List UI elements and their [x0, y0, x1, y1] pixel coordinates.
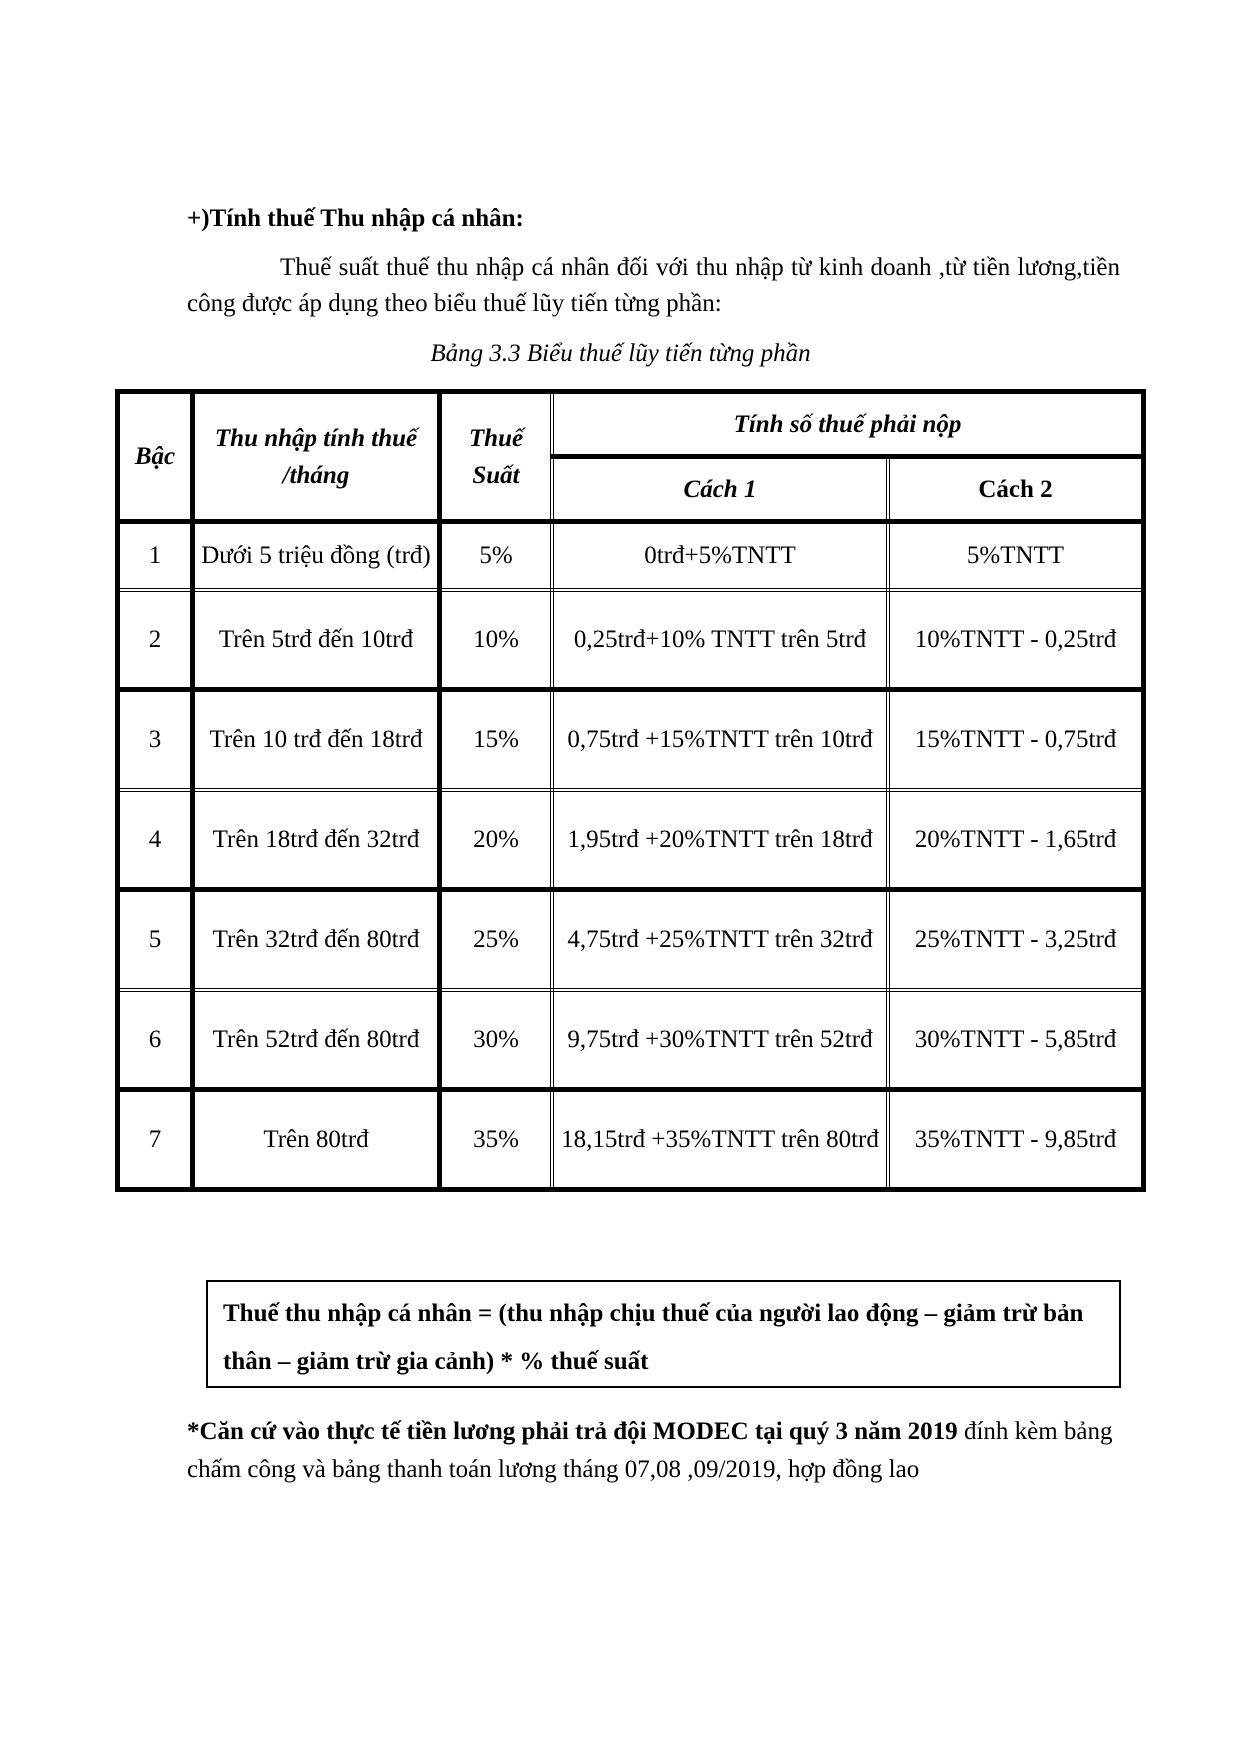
header-income: Thu nhập tính thuế /tháng: [193, 392, 440, 522]
cell-method2: 20%TNTT - 1,65trđ: [888, 790, 1144, 890]
cell-income: Dưới 5 triệu đồng (trđ): [193, 522, 440, 590]
cell-income: Trên 52trđ đến 80trđ: [193, 990, 440, 1090]
cell-rate: 5%: [440, 522, 553, 590]
table-row: [118, 590, 1144, 690]
cell-method2: 35%TNTT - 9,85trđ: [914, 1126, 1117, 1153]
cell-method2: 30%TNTT - 5,85trđ: [888, 990, 1144, 1090]
header-method2: Cách 2: [888, 457, 1144, 522]
cell-income: Trên 18trđ đến 32trđ: [193, 790, 440, 890]
header-level: Bậc: [118, 392, 193, 522]
cell-rate: 25%: [440, 890, 553, 990]
table-row: [118, 1090, 1144, 1190]
cell-income: Trên 32trđ đến 80trđ: [193, 890, 440, 990]
header-method1: Cách 1: [552, 457, 888, 522]
section-heading: +)Tính thuế Thu nhập cá nhân:: [187, 205, 524, 232]
cell-method1: 0trđ+5%TNTT: [552, 522, 888, 590]
cell-level: 1: [118, 522, 193, 590]
cell-level: 4: [118, 790, 193, 890]
cell-method2: 5%TNTT: [888, 522, 1144, 590]
table-row: [118, 990, 1144, 1090]
tax-rate-table: [115, 389, 1146, 1192]
cell-method1: 1,95trđ +20%TNTT trên 18trđ: [552, 790, 888, 890]
cell-income: Trên 80trđ: [193, 1090, 440, 1190]
closing-bold-text: *Căn cứ vào thực tế tiền lương phải trả đội MODEC tại quý 3 năm 2019: [187, 1418, 958, 1445]
cell-level: 2: [118, 590, 193, 690]
cell-method1: 9,75trđ +30%TNTT trên 52trđ: [552, 990, 888, 1090]
intro-paragraph: Thuế suất thuế thu nhập cá nhân đối với thu nhập từ kinh doanh ,từ tiền lương,tiền công được áp dụng theo biểu thuế lũy tiến từng phần:: [187, 254, 1120, 317]
cell-level: 6: [118, 990, 193, 1090]
cell-rate: 20%: [440, 790, 553, 890]
table-row: [118, 690, 1144, 790]
formula-box: Thuế thu nhập cá nhân = (thu nhập chịu thuế của người lao động – giảm trừ bản thân – giảm trừ gia cảnh) * % thuế suất: [206, 1280, 1121, 1388]
cell-method2: 10%TNTT - 0,25trđ: [888, 590, 1144, 690]
cell-income: Trên 5trđ đến 10trđ: [193, 590, 440, 690]
cell-method2: 25%TNTT - 3,25trđ: [888, 890, 1144, 990]
cell-rate: 10%: [440, 590, 553, 690]
closing-text: đính kèm bảng chấm công và bảng thanh toán lương tháng 07,08 ,09/2019, hợp đồng lao: [187, 1418, 1113, 1483]
cell-method2: 15%TNTT - 0,75trđ: [888, 690, 1144, 790]
cell-method1: 0,25trđ+10% TNTT trên 5trđ: [552, 590, 888, 690]
cell-level: 7: [118, 1090, 193, 1190]
table-row: [118, 790, 1144, 890]
cell-rate: 30%: [440, 990, 553, 1090]
cell-method1: 0,75trđ +15%TNTT trên 10trđ: [552, 690, 888, 790]
cell-method1: 4,75trđ +25%TNTT trên 32trđ: [552, 890, 888, 990]
header-rate: Thuế Suất: [440, 392, 553, 522]
cell-rate: 15%: [440, 690, 553, 790]
cell-rate: 35%: [440, 1090, 553, 1190]
header-calc: Tính số thuế phải nộp: [552, 392, 1144, 457]
cell-level: 5: [118, 890, 193, 990]
cell-level: 3: [118, 690, 193, 790]
cell-income: Trên 10 trđ đến 18trđ: [193, 690, 440, 790]
table-row: [118, 890, 1144, 990]
closing-paragraph: [187, 1413, 1120, 1489]
table-caption: Bảng 3.3 Biểu thuế lũy tiến từng phần: [430, 340, 811, 367]
cell-method1: 18,15trđ +35%TNTT trên 80trđ: [552, 1090, 888, 1190]
table-row: [118, 522, 1144, 590]
